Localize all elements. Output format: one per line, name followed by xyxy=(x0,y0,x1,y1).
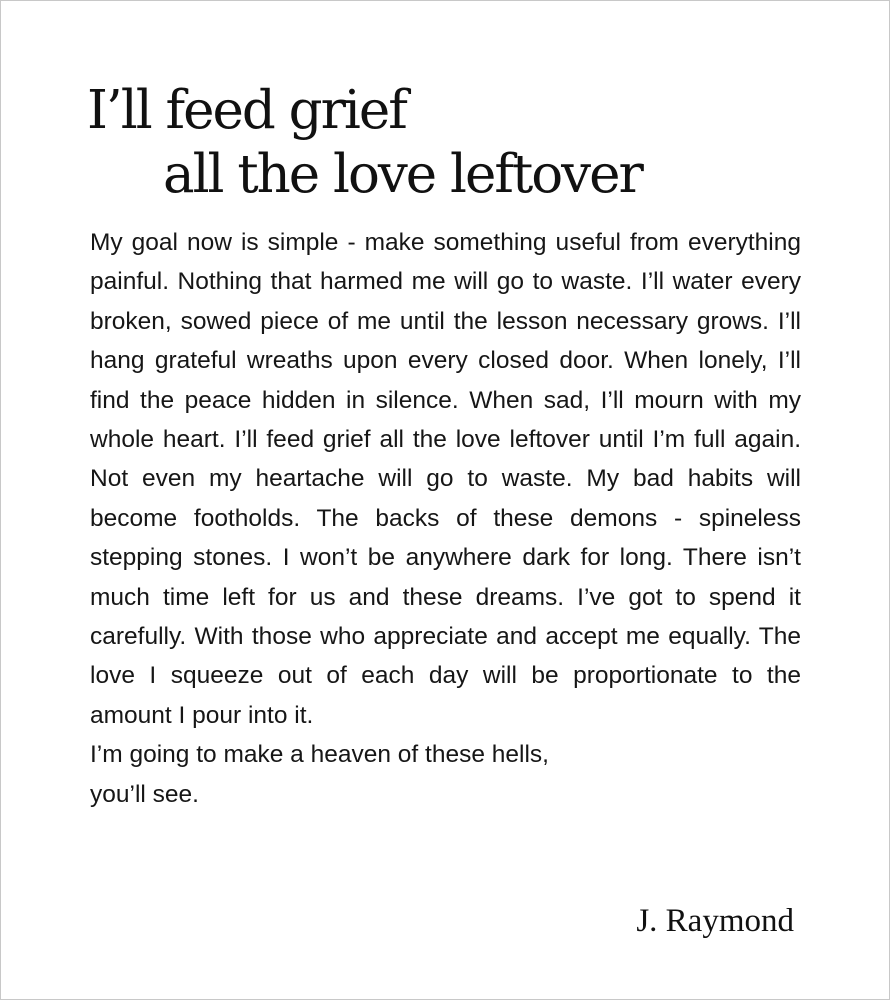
title-line-2: all the love leftover xyxy=(163,144,642,205)
author-signature: J. Raymond xyxy=(636,903,794,939)
poem-title xyxy=(87,79,642,207)
closing-line-1: I’m going to make a heaven of these hells, xyxy=(90,741,549,769)
poem-body xyxy=(90,223,801,814)
closing-line-2: you’ll see. xyxy=(90,780,199,808)
title-line-1: I’ll feed grief xyxy=(87,80,406,141)
poem-paragraph: My goal now is simple - make something useful from everything painful. Nothing that harmed me will go to waste. I’ll water every broken, sowed piece of me until the lesson necessary grows. I’ll hang grateful wreaths upon every closed door. When lonely, I’ll find the peace hidden in silence. When sad, I’ll mourn with my whole heart. I’ll feed grief all the love leftover until I’m full again. Not even my heartache will go to waste. My bad habits will become footholds. The backs of these demons - spineless stepping stones. I won’t be anywhere dark for long. There isn’t much time left for us and these dreams. I’ve got to spend it carefully. With those who appreciate and accept me equally. The love I squeeze out of each day will be proportionate to the amount I pour into it. xyxy=(90,229,801,729)
